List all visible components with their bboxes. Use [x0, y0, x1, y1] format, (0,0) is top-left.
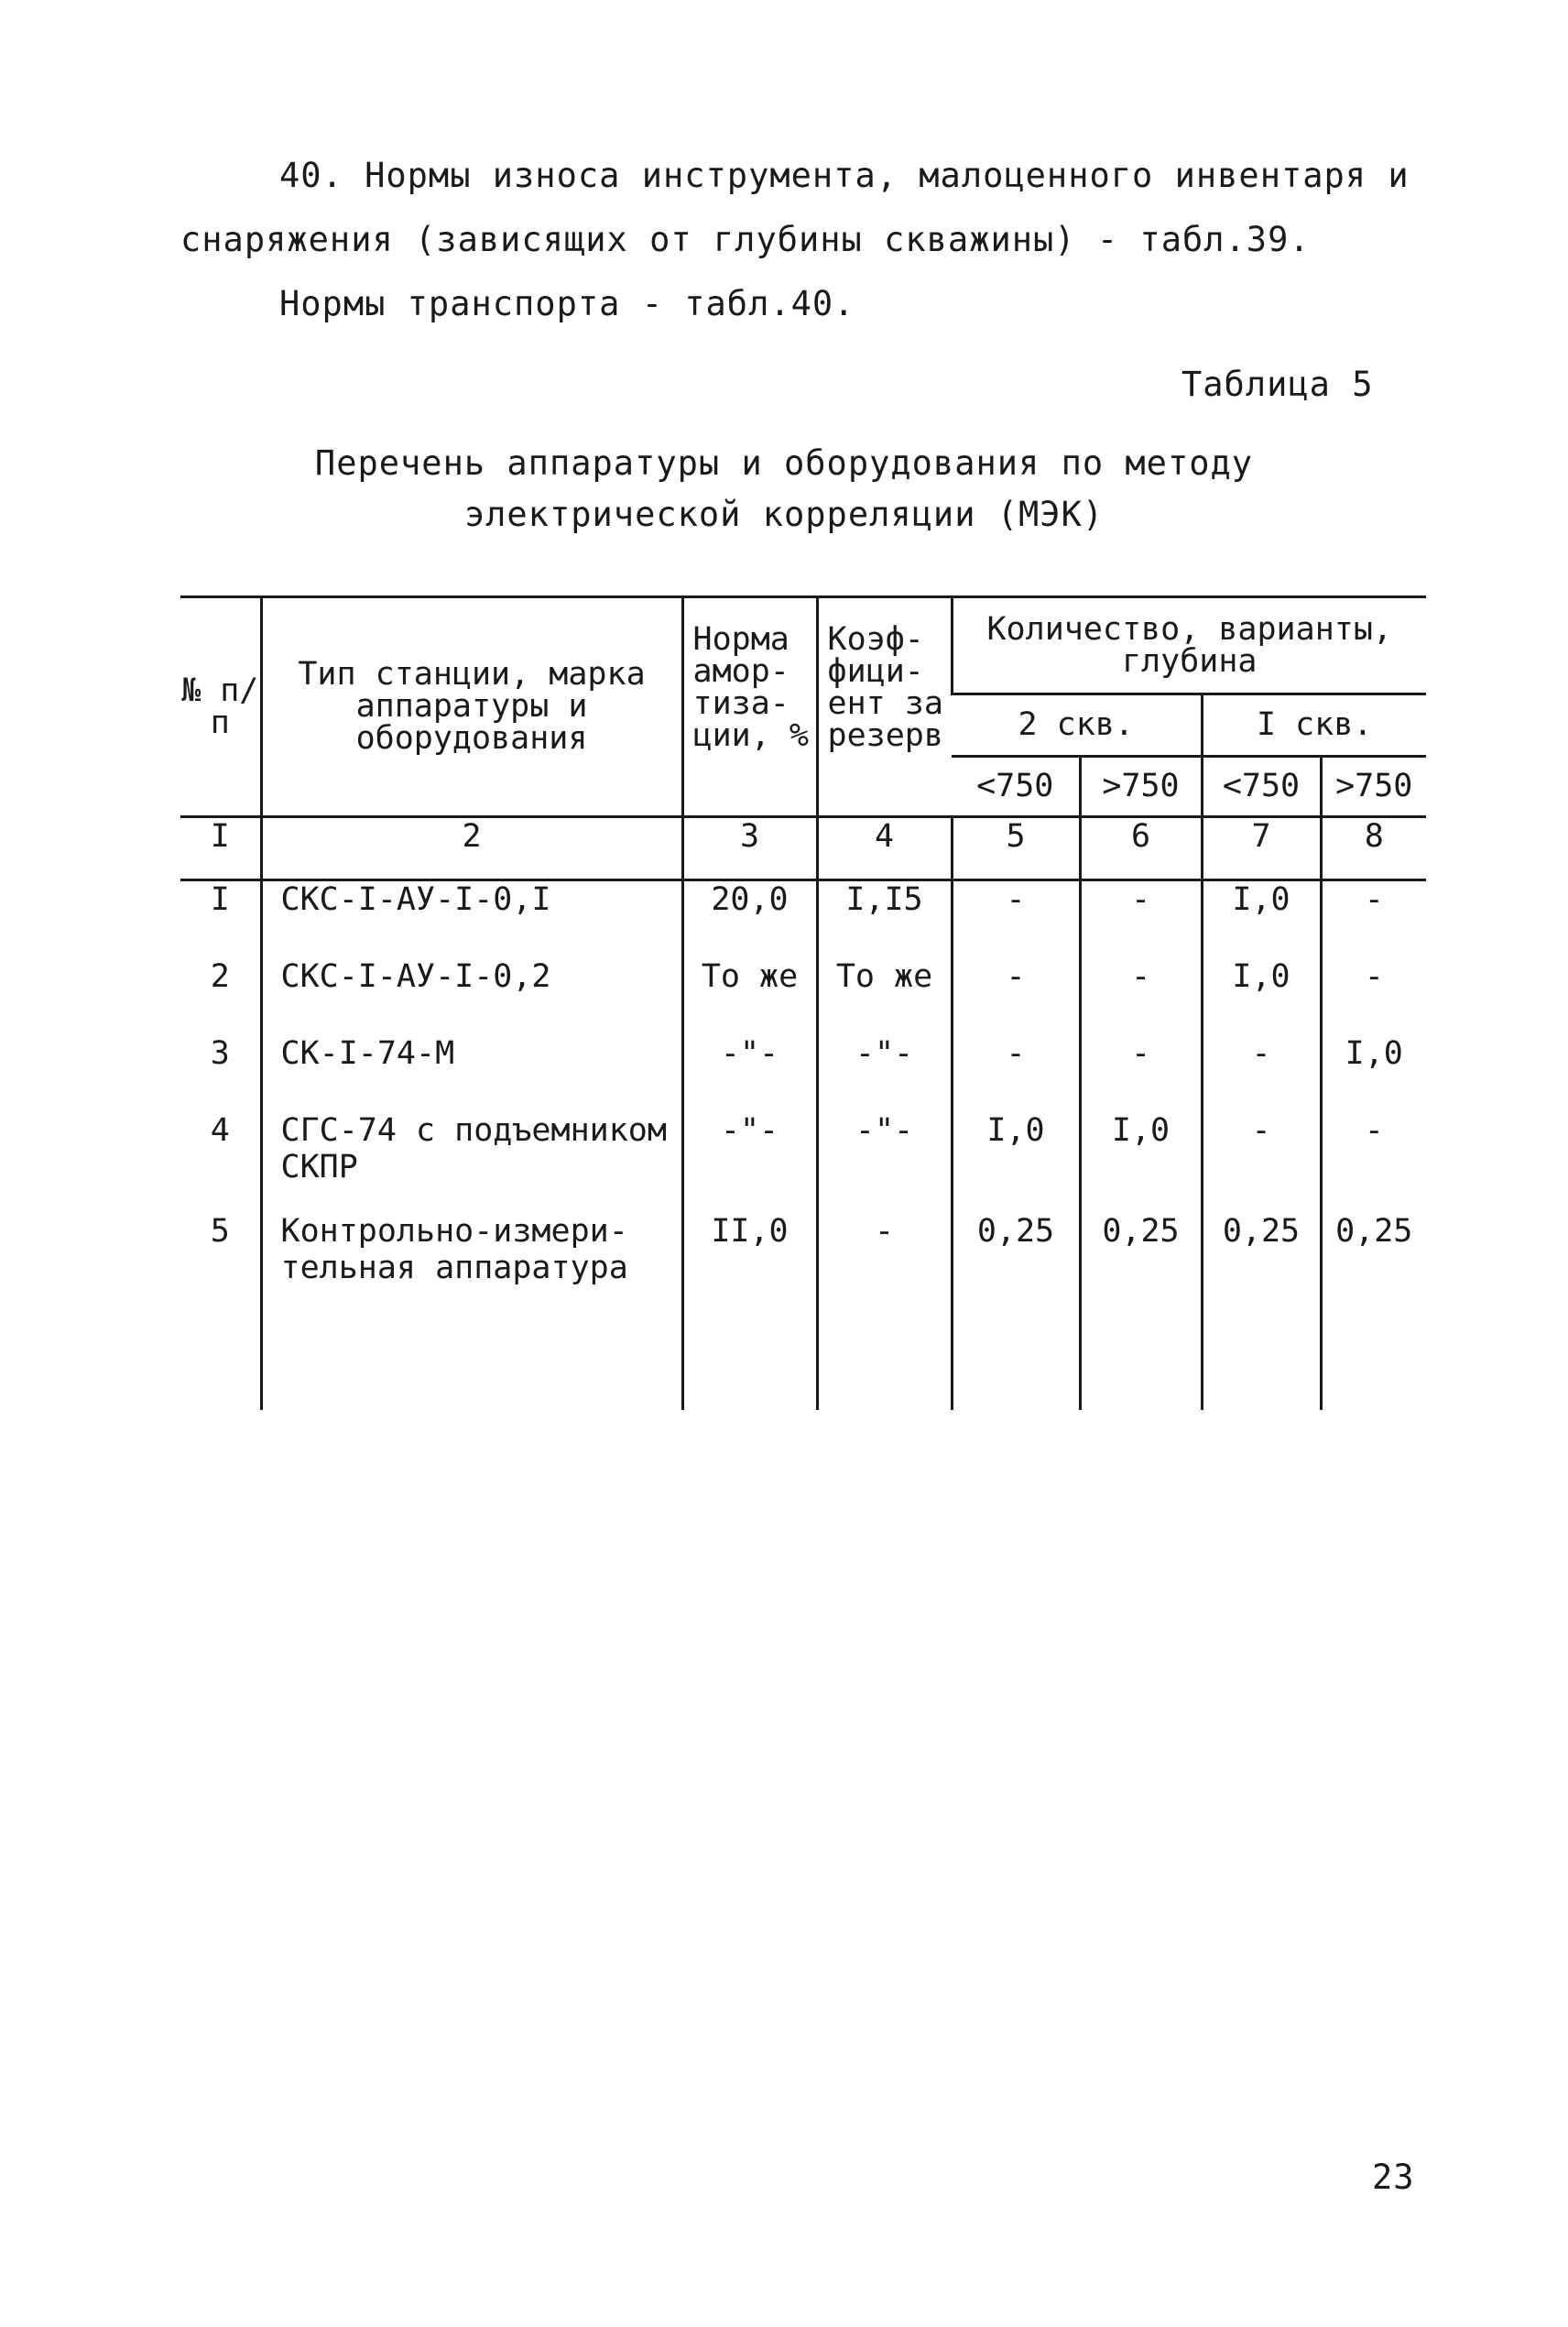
row-number: 4: [210, 1112, 230, 1149]
equipment-table: [180, 595, 1426, 1410]
table-row: [180, 1035, 1426, 1112]
column-number: 5: [952, 817, 1080, 880]
table-empty-tail: [180, 1314, 1426, 1410]
column-number: 6: [1080, 817, 1202, 880]
table-title-line-1: Перечень аппаратуры и оборудования по методу: [314, 443, 1254, 483]
amortization-value: То же: [682, 958, 817, 1035]
quantity-value: I,0: [1202, 880, 1321, 959]
quantity-value: I,0: [1080, 1112, 1202, 1213]
quantity-value: -: [952, 880, 1080, 959]
header-equipment-type: Тип станции, марка аппаратуры и оборудования: [261, 597, 682, 817]
quantity-value: 0,25: [1321, 1213, 1426, 1314]
amortization-value: II,0: [682, 1213, 817, 1314]
table-row: [180, 958, 1426, 1035]
quantity-value: 0,25: [952, 1213, 1080, 1314]
column-number-row: [180, 817, 1426, 880]
amortization-value: 20,0: [682, 880, 817, 959]
intro-paragraph-line-1: 40. Нормы износа инструмента, малоценного инвентаря и: [279, 156, 1410, 195]
table-label: Таблица 5: [1181, 365, 1374, 404]
equipment-name: СГС-74 с подъемником СКПР: [261, 1112, 682, 1213]
table-row: [180, 1112, 1426, 1213]
amortization-value: -"-: [682, 1035, 817, 1112]
quantity-value: -: [1202, 1035, 1321, 1112]
header-depth-lt750-2skv: <750: [952, 757, 1080, 817]
reserve-coefficient-value: -: [817, 1213, 952, 1314]
quantity-value: I,0: [1202, 958, 1321, 1035]
header-reserve-coefficient: Коэф- фици- ент за резерв: [817, 597, 952, 817]
reserve-coefficient-value: I,I5: [817, 880, 952, 959]
table-row: [180, 880, 1426, 959]
column-number: 8: [1321, 817, 1426, 880]
quantity-value: -: [1321, 958, 1426, 1035]
column-number: I: [180, 817, 261, 880]
quantity-value: -: [952, 958, 1080, 1035]
quantity-value: -: [1202, 1112, 1321, 1213]
equipment-name: СК-I-74-М: [261, 1035, 682, 1112]
quantity-value: 0,25: [1080, 1213, 1202, 1314]
column-number: 7: [1202, 817, 1321, 880]
equipment-name: СКС-I-АУ-I-0,2: [261, 958, 682, 1035]
equipment-name: СКС-I-АУ-I-0,I: [261, 880, 682, 959]
equipment-name: Контрольно-измери- тельная аппаратура: [261, 1213, 682, 1314]
header-amortization: Норма амор- тиза- ции, %: [682, 597, 817, 817]
header-one-well: I скв.: [1202, 694, 1426, 757]
reserve-coefficient-value: То же: [817, 958, 952, 1035]
quantity-value: I,0: [952, 1112, 1080, 1213]
table-title-line-2: электрической корреляции (МЭК): [463, 495, 1105, 534]
quantity-value: -: [1321, 880, 1426, 959]
header-quantity-group: Количество, варианты, глубина: [952, 597, 1426, 694]
header-depth-gt750-2skv: >750: [1080, 757, 1202, 817]
quantity-value: -: [1080, 1035, 1202, 1112]
page-number: 23: [1372, 2158, 1415, 2197]
reserve-coefficient-value: -"-: [817, 1035, 952, 1112]
intro-paragraph-transport: Нормы транспорта - табл.40.: [279, 284, 855, 323]
column-number: 2: [261, 817, 682, 880]
table-row: [180, 1213, 1426, 1314]
row-number: 2: [210, 958, 230, 995]
row-number: 3: [210, 1035, 230, 1072]
amortization-value: -"-: [682, 1112, 817, 1213]
header-depth-gt750-1skv: >750: [1321, 757, 1426, 817]
header-depth-lt750-1skv: <750: [1202, 757, 1321, 817]
quantity-value: -: [1080, 958, 1202, 1035]
quantity-value: 0,25: [1202, 1213, 1321, 1314]
quantity-value: -: [1080, 880, 1202, 959]
reserve-coefficient-value: -"-: [817, 1112, 952, 1213]
column-number: 3: [682, 817, 817, 880]
header-number: № п/п: [180, 597, 261, 817]
quantity-value: -: [1321, 1112, 1426, 1213]
quantity-value: I,0: [1321, 1035, 1426, 1112]
intro-paragraph-line-2: снаряжения (зависящих от глубины скважины) - табл.39.: [180, 220, 1311, 259]
row-number: 5: [210, 1213, 230, 1250]
quantity-value: -: [952, 1035, 1080, 1112]
row-number: I: [210, 881, 230, 918]
header-two-wells: 2 скв.: [952, 694, 1202, 757]
column-number: 4: [817, 817, 952, 880]
